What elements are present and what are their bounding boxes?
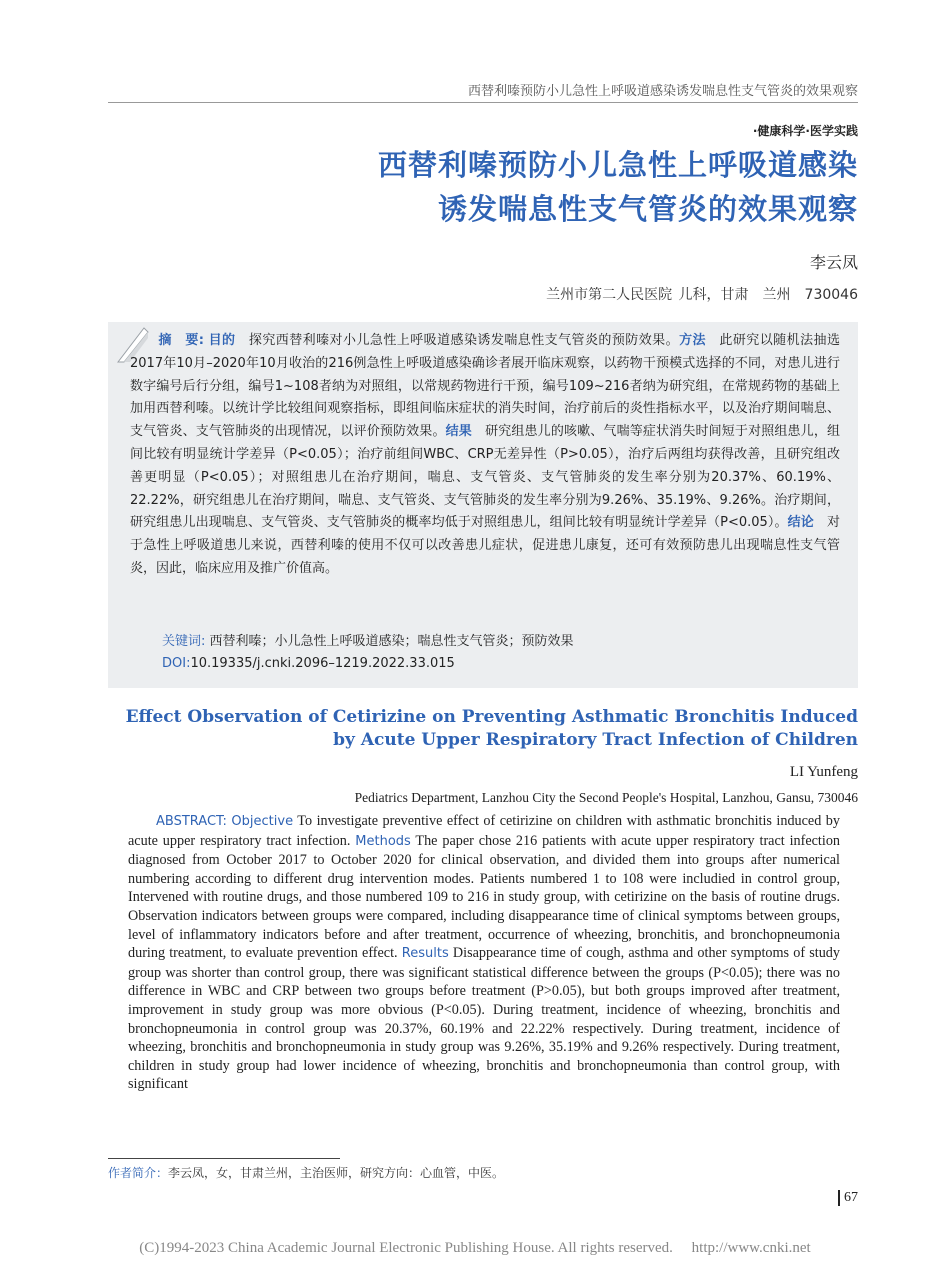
author-en: LI Yunfeng	[789, 764, 858, 780]
abstract-cn	[130, 330, 840, 581]
affiliation-en: Pediatrics Department, Lanzhou City the Second People's Hospital, Lanzhou, Gansu, 730046	[354, 790, 858, 805]
results-text-en: Disappearance time of cough, asthma and other symptoms of study group was shorter than control group, there was significant statistical difference between the groups (P<0.05); there was no difference in WBC and CRP between two groups before treatment (P>0.05), but both groups improved after treatment, improvement in study group was more obvious (P<0.05). During treatment, incidence of wheezing, bronchitis and bronchopneumonia in control group was 20.37%, 60.19% and 22.22% respectively. During treatment, incidence of wheezing, bronchitis and bronchopneumonia in study group was 9.26%, 35.19% and 9.26% respectively. During treatment, children in study group had lower incidence of wheezing, bronchitis and bronchopneumonia than control group, with significant	[128, 945, 840, 1093]
author-cn: 李云凤	[809, 253, 858, 272]
title-cn	[378, 143, 858, 231]
methods-label-cn: 方法	[679, 333, 706, 348]
objective-text-cn: 探究西替利嗪对小儿急性上呼吸道感染诱发喘息性支气管炎的预防效果。	[235, 333, 680, 348]
methods-text-cn: 此研究以随机法抽选2017年10月–2020年10月收治的216例急性上呼吸道感染确诊者展开临床观察，以药物干预模式选择的不同，对患儿进行数字编号后行分组，编号1~108者纳为对照组，以常规药物进行干预，编号109~216者纳为研究组，在常规药物的基础上加用西替利嗪。以统计学比较组间观察指标，即组间临床症状的消失时间，治疗前后的炎性指标水平，以及治疗期间喘息、支气管炎、支气管肺炎的出现情况，以评价预防效果。	[130, 333, 840, 440]
conclusion-label-cn: 结论	[787, 515, 814, 531]
header-rule	[108, 102, 858, 103]
column-tag: ·健康科学·医学实践	[752, 124, 858, 138]
objective-label-cn: 目的	[208, 333, 236, 348]
keywords-cn	[162, 630, 574, 649]
copyright-watermark: (C)1994-2023 China Academic Journal Electronic Publishing House. All rights reserved. http://www.cnki.net	[139, 1240, 811, 1256]
affiliation-cn: 兰州市第二人民医院 儿科，甘肃 兰州 730046	[546, 287, 858, 303]
doi	[162, 656, 455, 671]
title-en-line2: by Acute Upper Respiratory Tract Infection of Children	[333, 730, 858, 750]
keywords-label: 关键词:	[162, 634, 206, 649]
author-footnote	[108, 1164, 504, 1181]
page-number: 67	[838, 1190, 858, 1206]
objective-label-en: Objective	[231, 814, 294, 829]
title-cn-line2: 诱发喘息性支气管炎的效果观察	[437, 192, 858, 226]
objective-text-en: To investigate preventive effect of cetirizine on children with asthmatic bronchitis induced by acute upper respiratory tract infection.	[128, 813, 840, 849]
title-en	[98, 706, 858, 752]
footnote-label: 作者简介：	[108, 1166, 169, 1180]
footnote-rule	[108, 1158, 340, 1159]
keywords-text: 西替利嗪；小儿急性上呼吸道感染；喘息性支气管炎；预防效果	[205, 634, 574, 649]
abstract-en-label: ABSTRACT:	[156, 814, 227, 829]
running-head: 西替利嗪预防小儿急性上呼吸道感染诱发喘息性支气管炎的效果观察	[467, 84, 858, 99]
conclusion-text-cn: 对于急性上呼吸道患儿来说，西替利嗪的使用不仅可以改善患儿症状，促进患儿康复，还可有效预防患儿出现喘息性支气管炎，因此，临床应用及推广价值高。	[130, 515, 840, 576]
footnote-text: 李云凤，女，甘肃兰州，主治医师，研究方向：心血管，中医。	[168, 1166, 505, 1180]
title-en-line1: Effect Observation of Cetirizine on Preventing Asthmatic Bronchitis Induced	[125, 707, 858, 727]
title-cn-line1: 西替利嗪预防小儿急性上呼吸道感染	[377, 148, 858, 182]
methods-text-en: The paper chose 216 patients with acute upper respiratory tract infection diagnosed from October 2017 to October 2020 for clinical observation, and divided them into groups after numerical numbering according to different drug intervention modes. Patients numbered 1 to 108 were includied in control group, Intervened with routine drugs, and those numbered 109 to 216 in study group, with cetirizine on the basis of routine drugs. Observation indicators between groups were compared, including disappearance time of clinical symptoms between groups, level of inflammatory indicators before and after treatment, occurrence of wheezing, bronchitis, and bronchopneumonia during treatment, to evaluate prevention effect.	[128, 832, 841, 962]
methods-label-en: Methods	[355, 833, 411, 849]
doi-text: 10.19335/j.cnki.2096–1219.2022.33.015	[190, 656, 455, 671]
abstract-en	[128, 812, 840, 1094]
results-label-en: Results	[401, 946, 449, 962]
results-text-cn: 研究组患儿的咳嗽、气喘等症状消失时间短于对照组患儿，组间比较有明显统计学差异（P<0.05）；治疗前组间WBC、CRP无差异性（P>0.05），治疗后两组均获得改善，且研究组改善更明显（P<0.05）；对照组患儿在治疗期间，喘息、支气管炎、支气管肺炎的发生率分别为20.37%、60.19%、22.22%，研究组患儿在治疗期间，喘息、支气管炎、支气管肺炎的发生率分别为9.26%、35.19%、9.26%。治疗期间，研究组患儿出现喘息、支气管炎、支气管肺炎的概率均低于对照组患儿，组间比较有明显统计学差异（P<0.05）。	[130, 424, 840, 531]
abstract-cn-label: 摘 要:	[158, 333, 204, 348]
doi-label: DOI:	[162, 656, 191, 671]
results-label-cn: 结果	[445, 424, 472, 440]
